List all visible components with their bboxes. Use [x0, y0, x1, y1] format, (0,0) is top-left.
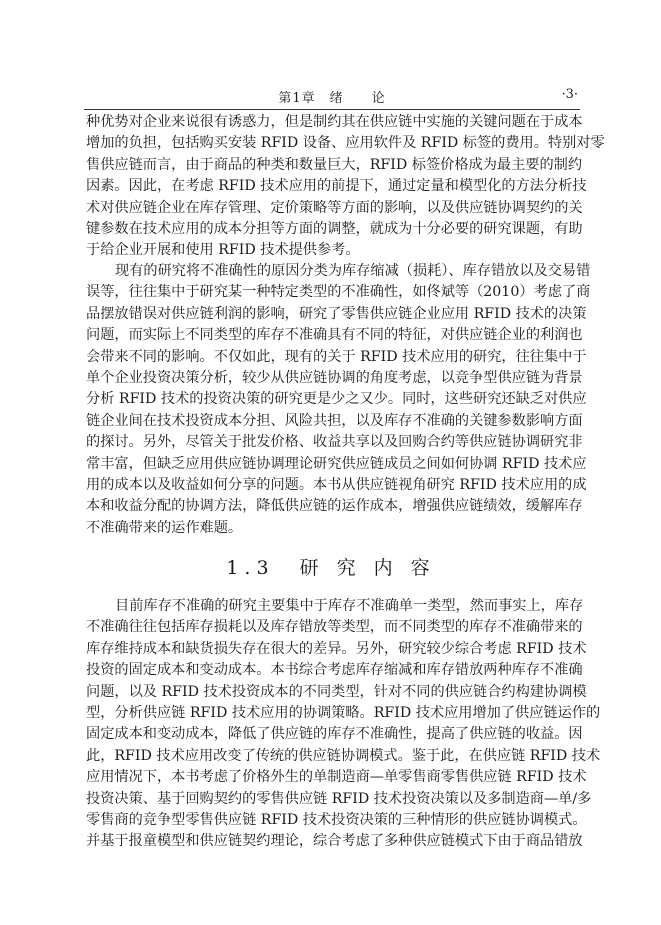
- text-line: 种优势对企业来说很有诱惑力，但是制约其在供应链中实施的关键问题在于成本: [86, 114, 583, 130]
- text-line: 用的成本以及收益如何分享的问题。本书从供应链视角研究 RFID 技术应用的成: [86, 476, 587, 493]
- text-line: 于给企业开展和使用 RFID 技术提供参考。: [86, 242, 360, 259]
- page-number: ·3·: [561, 87, 578, 102]
- text-line: 不准确带来的运作难题。: [86, 519, 243, 536]
- text-line: 此，RFID 技术应用改变了传统的供应链协调模式。鉴于此，在供应链 RFID 技术: [86, 747, 601, 764]
- text-line: 售供应链而言，由于商品的种类和数量巨大，RFID 标签价格成为最主要的制约: [86, 156, 583, 173]
- text-line: 应用情况下，本书考虑了价格外生的单制造商—单零售商零售供应链 RFID 技术: [86, 769, 587, 786]
- paragraph-3: [86, 596, 601, 853]
- running-header: [86, 87, 578, 107]
- header-rule: [84, 109, 580, 110]
- text-line: 品摆放错误对供应链利润的影响，研究了零售供应链企业应用 RFID 技术的决策: [86, 305, 587, 322]
- text-line: 因素。因此，在考虑 RFID 技术应用的前提下，通过定量和模型化的方法分析技: [86, 178, 587, 195]
- text-line: 目前库存不准确的研究主要集中于库存不准确单一类型，然而事实上，库存: [115, 598, 584, 614]
- text-line: 零售商的竞争型零售供应链 RFID 技术投资决策的三种情形的供应链协调模式。: [86, 811, 587, 828]
- text-line: 问题，而实际上不同类型的库存不准确具有不同的特征，对供应链企业的利润也: [86, 327, 583, 344]
- text-line: 投资的固定成本和变动成本。本书综合考虑库存缩减和库存错放两种库存不准确: [86, 662, 583, 679]
- text-line: 键参数在技术应用的成本分担等方面的调整，就成为十分必要的研究课题，有助: [86, 220, 583, 237]
- text-line: 常丰富，但缺乏应用供应链协调理论研究供应链成员之间如何协调 RFID 技术应: [86, 455, 587, 472]
- text-line: 问题，以及 RFID 技术投资成本的不同类型，针对不同的供应链合约构建协调模: [86, 683, 587, 700]
- text-line: 的探讨。另外，尽管关于批发价格、收益共享以及回购合约等供应链协调研究非: [86, 434, 583, 451]
- text-line: 链企业间在技术投资成本分担、风险共担，以及库存不准确的关键参数影响方面: [86, 412, 583, 429]
- text-line: 分析 RFID 技术的投资决策的研究更是少之又少。同时，这些研究还缺乏对供应: [86, 391, 587, 408]
- text-line: 库存维持成本和缺货损失存在很大的差异。另外，研究较少综合考虑 RFID 技术: [86, 640, 587, 657]
- text-line: 现有的研究将不准确性的原因分类为库存缩减（损耗）、库存错放以及交易错: [115, 263, 591, 279]
- text-line: 不准确往往包括库存损耗以及库存错放等类型，而不同类型的库存不准确带来的: [86, 619, 583, 636]
- text-line: 单个企业投资决策分析，较少从供应链协调的角度考虑，以竞争型供应链为背景: [86, 369, 583, 386]
- text-line: 误等，往往集中于研究某一种特定类型的不准确性，如佟斌等（2010）考虑了商: [86, 284, 591, 301]
- chapter-title: 第1章 绪 论: [278, 91, 386, 106]
- section-heading: 1.3 研 究 内 容: [226, 557, 436, 579]
- paragraph-2: [86, 261, 591, 539]
- text-line: 会带来不同的影响。不仅如此，现有的关于 RFID 技术应用的研究，往往集中于: [86, 348, 587, 365]
- text-line: 并基于报童模型和供应链契约理论，综合考虑了多种供应链模式下由于商品错放: [86, 833, 583, 850]
- text-line: 增加的负担，包括购买安装 RFID 设备、应用软件及 RFID 标签的费用。特别对零: [86, 135, 605, 152]
- text-line: 本和收益分配的协调方法，降低供应链的运作成本，增强供应链绩效，缓解库存: [86, 498, 583, 515]
- paragraph-1: [86, 112, 605, 262]
- text-line: 型，分析供应链 RFID 技术应用的协调策略。RFID 技术应用增加了供应链运作的: [86, 704, 601, 721]
- text-line: 投资决策、基于回购契约的零售供应链 RFID 技术投资决策以及多制造商—单/多: [86, 790, 592, 807]
- text-line: 固定成本和变动成本，降低了供应链的库存不准确性，提高了供应链的收益。因: [86, 726, 583, 743]
- text-line: 术对供应链企业在库存管理、定价策略等方面的影响，以及供应链协调契约的关: [86, 199, 583, 216]
